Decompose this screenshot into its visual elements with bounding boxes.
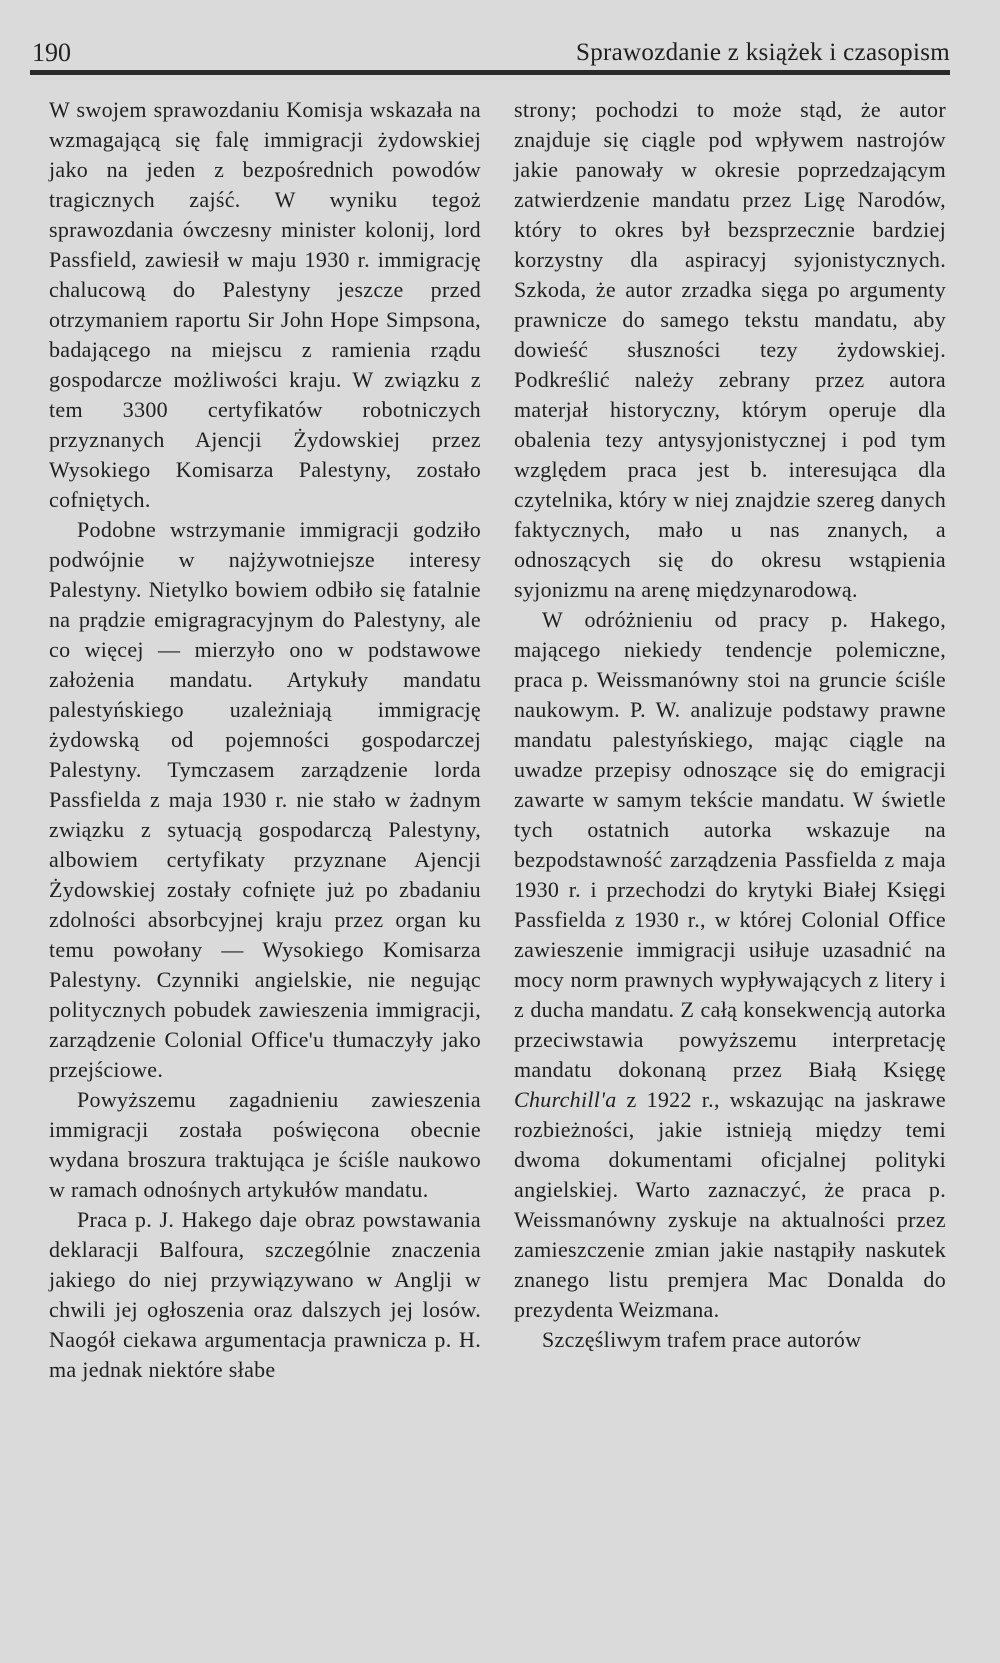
left-column	[49, 95, 481, 1385]
left-paragraph-3: Powyższemu zagadnieniu zawieszenia immigracji została poświęcona obecnie wydana broszura traktująca je ściśle naukowo w ramach odnośnych artykułów mandatu.	[49, 1087, 481, 1202]
churchill-italic: Churchill'a	[514, 1087, 617, 1112]
header-rule	[30, 70, 950, 75]
left-paragraph-2: Podobne wstrzymanie immigracji godziło podwójnie w najżywotniejsze interesy Palestyny. Nietylko bowiem odbiło się fatalnie na prądzie emigragracyjnym do Palestyny, ale co więcej — mierzyło ono w podstawowe założenia mandatu. Artykuły mandatu palestyńskiego uzależniają immigrację żydowską od pojemności gospodarczej Palestyny. Tymczasem zarządzenie lorda Passfielda z maja 1930 r. nie stało w żadnym związku z sytuacją gospodarczą Palestyny, albowiem certyfikaty przyznane Ajencji Żydowskiej zostały cofnięte już po zbadaniu zdolności absorbcyjnej kraju przez organ ku temu powołany — Wysokiego Komisarza Palestyny. Czynniki angielskie, nie negując politycznych pobudek zawieszenia immigracji, zarządzenie Colonial Office'u tłumaczyły jako przejściowe.	[49, 517, 481, 1082]
right-paragraph-1: strony; pochodzi to może stąd, że autor znajduje się ciągle pod wpływem nastrojów jakie panowały w okresie poprzedzającym zatwierdzenie mandatu przez Ligę Narodów, który to okres był bezsprzecznie bardziej korzystny dla aspiracyj syjonistycznych. Szkoda, że autor zrzadka sięga po argumenty prawnicze do samego tekstu mandatu, aby dowieść słuszności tezy żydowskiej. Podkreślić należy zebrany przez autora materjał historyczny, którym operuje dla obalenia tezy antysyjonistycznej i pod tym względem praca jest b. interesująca dla czytelnika, który w niej znajdzie szereg danych faktycznych, mało u nas znanych, a odnoszących się do okresu wstąpienia syjonizmu na arenę międzynarodową.	[514, 97, 946, 602]
running-head: Sprawozdanie z książek i czasopism	[576, 39, 950, 66]
right-paragraph-2	[514, 605, 946, 1325]
right-paragraph-2-end: z 1922 r., wskazując na jaskrawe rozbieżności, jakie istnieją między temi dwoma dokumentami oficjalnej polityki angielskiej. Warto zaznaczyć, że praca p. Weissmanówny zyskuje na aktualności przez zamieszczenie zmian jakie nastąpiły naskutek znanego listu premjera Mac Donalda do prezydenta Weizmana.	[514, 1087, 946, 1322]
right-column	[514, 95, 946, 1355]
right-paragraph-3: Szczęśliwym trafem prace autorów	[542, 1327, 862, 1352]
left-paragraph-1: W swojem sprawozdaniu Komisja wskazała na wzmagającą się falę immigracji żydowskiej jako na jeden z bezpośrednich powodów tragicznych zajść. W wyniku tegoż sprawozdania ówczesny minister kolonij, lord Passfield, zawiesił w maju 1930 r. immigrację chalucową do Palestyny jeszcze przed otrzymaniem raportu Sir John Hope Simpsona, badającego na miejscu z ramienia rządu gospodarcze możliwości kraju. W związku z tem 3300 certyfikatów robotniczych przyznanych Ajencji Żydowskiej przez Wysokiego Komisarza Palestyny, zostało cofniętych.	[49, 97, 481, 512]
left-paragraph-4: Praca p. J. Hakego daje obraz powstawania deklaracji Balfoura, szczególnie znaczenia jakiego do niej przywiązywano w Anglji w chwili jej ogłoszenia oraz dalszych jej losów. Naogół ciekawa argumentacja prawnicza p. H. ma jednak niektóre słabe	[49, 1207, 481, 1382]
right-paragraph-2-start: W odróżnieniu od pracy p. Hakego, mającego niekiedy tendencje polemiczne, praca p. Weissmanówny stoi na gruncie ściśle naukowym. P. W. analizuje podstawy prawne mandatu palestyńskiego, mając ciągle na uwadze przepisy odnoszące się do emigracji zawarte w samym tekście mandatu. W świetle tych ostatnich autorka wskazuje na bezpodstawność zarządzenia Passfielda z maja 1930 r. i przechodzi do krytyki Białej Księgi Passfielda z 1930 r., w której Colonial Office zawieszenie immigracji usiłuje uzasadnić na mocy norm prawnych wypływających z litery i z ducha mandatu. Z całą konsekwencją autorka przeciwstawia powyższemu interpretację mandatu dokonaną przez Białą Księgę	[514, 607, 946, 1082]
page-number: 190	[32, 38, 71, 67]
page-header	[32, 38, 950, 72]
